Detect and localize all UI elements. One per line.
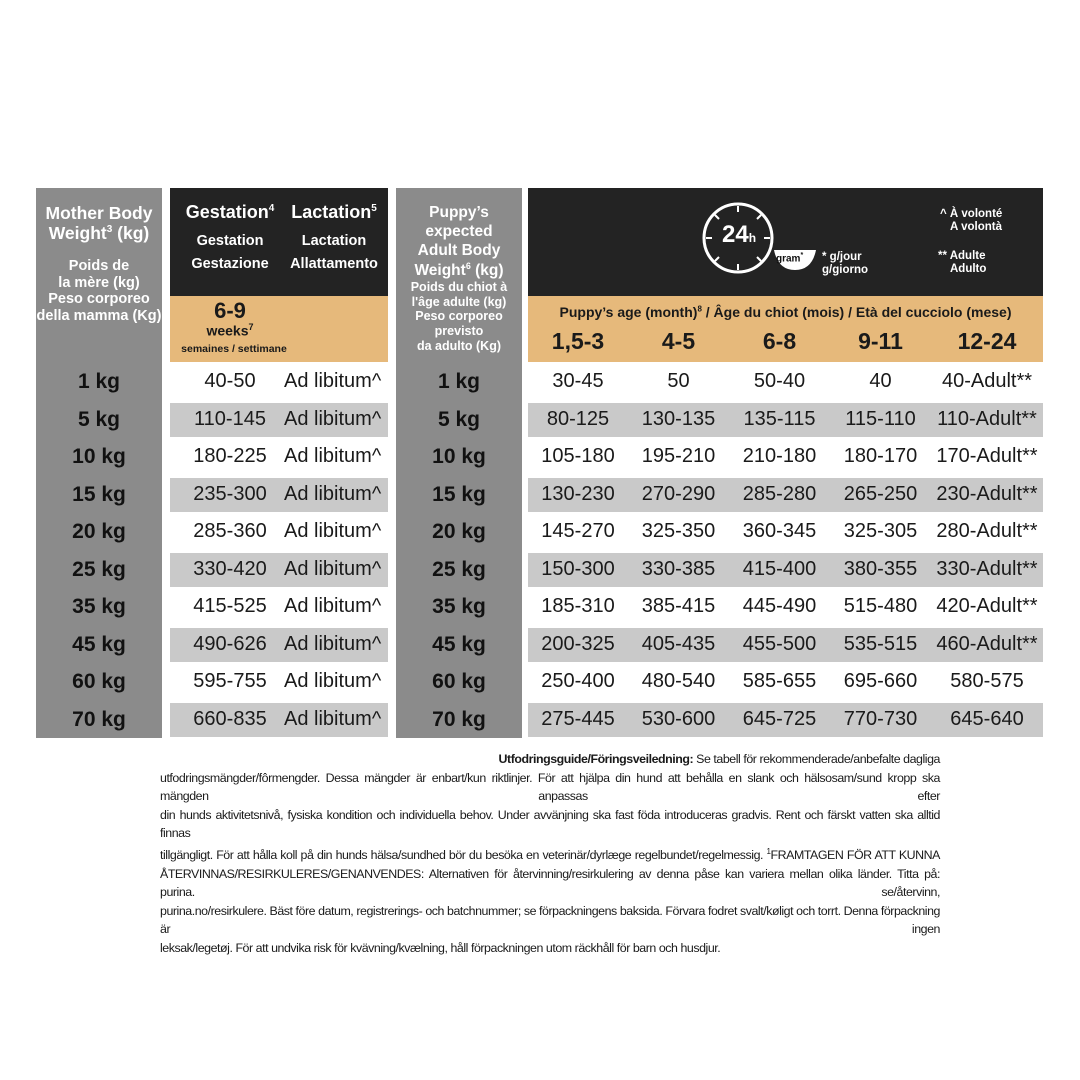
clock-unit: h [748,231,757,245]
age-amount-cell: 405-435 [641,632,716,655]
age-amount-cell: 645-640 [950,707,1024,730]
age-amount-cell: 135-115 [743,407,816,430]
mother-header-fr2: la mère (kg) [58,274,140,291]
footer-text [160,750,940,958]
gestation-cell: 415-525 [193,595,267,617]
age-caption-fr-it: / Âge du chiot (mois) / Età del cucciolo (mese) [701,304,1012,320]
age-amount-cell: 230-Adult** [936,482,1038,505]
weeks-range: 6-9 [214,298,246,323]
footer-line-2: utfodringsmängder/fôrmengder. Dessa mängder är enbart/kun riktlinjer. För att hjälpa din hund att behålla en slank och hälsosam/sund kropp ska mängden anpassas efter [160,770,940,804]
gestation-cell: 40-50 [204,370,256,392]
mother-header-en-line2 [36,224,162,244]
lactation-cell: Ad libitum^ [284,370,382,392]
age-amount-cell: 420-Adult** [936,595,1038,617]
puppy-header-en [396,204,522,281]
puppy-weight-cell: 25 kg [432,557,486,581]
puppy-header-en3-line [396,261,522,281]
age-amount-cell: 645-725 [742,707,817,730]
age-group-1: 1,5-3 [551,328,605,354]
gestation-cell: 285-360 [193,520,267,542]
footer-line-1 [160,750,940,769]
gestation-cell: 330-420 [193,557,267,580]
mother-header-en2: Weight [48,222,107,243]
gestation-cell: 595-755 [193,670,267,692]
mother-header-it2: della mamma (Kg) [36,308,162,325]
footer-line-4 [160,843,940,865]
age-band [528,296,1043,362]
age-amount-cell: 585-655 [742,670,817,692]
age-amount-cell: 80-125 [546,407,610,430]
footer-line-3: din hunds aktivitetsnivå, fysiska kondition och individuella behov. Under avvänjning ska fast föda introduceras gradvis. Rent och färskt vatten ska alltid finnas [160,807,940,841]
puppy-header-fr2: l'âge adulte (kg) [411,294,507,309]
mother-weight-cell: 15 kg [72,482,126,506]
age-amount-cell: 185-310 [541,595,615,617]
age-amount-cell: 385-415 [641,595,716,617]
footer-line-5: ÅTERVINNAS/RESIRKULERES/GENANVENDES: Alternativen för återvinning/resirkulering av denna påse kan variera mellan olika länder. Titta på: purina. se/återvinn, [160,866,940,900]
lactation-cell: Ad libitum^ [284,482,382,505]
age-group-5: 12-24 [957,328,1017,354]
puppy-header-sup: 6 [465,260,471,271]
weeks-band [170,296,388,362]
mother-header-en [36,204,162,243]
age-amount-cell: 455-500 [742,632,817,655]
age-amount-cell: 480-540 [641,670,716,692]
gestation-en: Gestation [185,202,269,222]
age-amount-cell: 40-Adult** [941,370,1033,392]
age-group-2: 4-5 [661,328,696,354]
age-amount-cell: 445-490 [742,595,817,617]
puppy-weight-cell: 35 kg [432,595,486,618]
gestation-it: Gestazione [191,256,269,273]
mother-weight-cell: 70 kg [72,707,126,731]
puppy-header-it2: da adulto (Kg) [416,338,501,353]
lactation-fr: Lactation [301,233,367,249]
gram-note [822,251,868,277]
puppy-header-en1: Puppy’s expected [425,204,493,240]
puppy-weight-cell: 45 kg [432,632,486,656]
weeks-fr-it: semaines / settimane [181,343,287,355]
age-amount-cell: 105-180 [541,445,615,467]
puppy-weight-cell: 70 kg [432,707,486,731]
lactation-cell: Ad libitum^ [284,407,382,430]
lactation-cell: Ad libitum^ [284,632,382,655]
gestation-translations [174,230,286,276]
lactation-en: Lactation [291,202,372,222]
puppy-weight-cell: 20 kg [432,520,486,543]
age-amount-cell: 170-Adult** [936,445,1038,467]
puppy-header-fr: Poids du chiot à [410,280,508,294]
age-amount-cell: 210-180 [742,445,817,467]
adulte-fr: ** Adulte [938,250,986,262]
gestation-sup: 4 [268,203,275,214]
age-amount-cell: 115-110 [845,407,916,430]
gestation-fr: Gestation [196,233,264,249]
lactation-cell: Ad libitum^ [284,707,382,730]
mother-weight-cell: 25 kg [72,557,126,581]
mother-weight-cell: 5 kg [77,407,121,431]
lactation-cell: Ad libitum^ [284,520,382,542]
age-amount-cell: 180-170 [843,445,918,467]
gram-word: gram [776,253,801,265]
age-amount-cell: 130-135 [641,407,716,430]
age-amount-cell: 200-325 [541,632,615,655]
age-amount-cell: 380-355 [843,557,918,580]
age-amount-cell: 50 [667,370,690,392]
age-amount-cell: 275-445 [541,707,615,730]
age-amount-cell: 330-Adult** [936,557,1038,580]
age-amount-cell: 460-Adult** [936,632,1038,655]
lactation-cell: Ad libitum^ [284,670,382,692]
lactation-it: Allattamento [290,256,378,273]
mother-weight-cell: 1 kg [77,370,121,393]
mother-header-it: Peso corporeo [48,291,150,308]
puppy-header-en2: Adult Body [417,241,501,259]
age-amount-cell: 360-345 [742,520,817,542]
mother-weight-cell: 60 kg [72,670,126,693]
gestation-cell: 660-835 [193,707,267,730]
mother-header-fr: Poids de [68,258,130,274]
mother-header-en-line1: Mother Body [45,203,153,223]
age-group-4: 9-11 [858,328,903,354]
volonte-note [940,208,1002,234]
mother-header-fr-it [36,258,162,325]
lactation-title [282,202,386,223]
volonte-fr: ^ À volonté [940,208,1003,220]
age-amount-cell: 325-305 [843,520,918,542]
age-header [528,188,1043,296]
weeks-label [170,322,290,339]
gram-label [776,252,803,264]
age-amount-cell: 270-290 [641,482,716,505]
mother-weight-cell: 10 kg [72,445,126,468]
puppy-header-it: Peso corporeo previsto [415,309,503,338]
age-amount-cell: 580-575 [950,670,1024,692]
footer-line-6: purina.no/resirkulere. Bäst före datum, registrerings- och batchnummer; se förpackningens baksida. Förvara fodret svalt/køligt och torrt. Denna förpackning är ingen [160,903,940,937]
age-amount-cell: 150-300 [541,557,615,580]
lactation-cell: Ad libitum^ [284,445,382,467]
gestation-title [174,202,286,223]
clock-number: 24 [722,221,749,248]
age-amount-cell: 30-45 [552,370,604,392]
gestation-cell: 490-626 [193,632,267,655]
age-amount-cell: 325-350 [641,520,716,542]
puppy-header-en3: Weight [414,261,466,279]
lactation-translations [282,230,386,276]
footer-line-4-end: FRAMTAGEN FÖR ATT KUNNA [770,848,940,863]
clock-label [722,221,756,249]
puppy-header-fr-it [396,280,522,353]
age-group-3: 6-8 [762,328,797,354]
gestation-cell: 110-145 [194,407,266,430]
puppy-weight-cell: 15 kg [432,482,486,506]
age-amount-cell: 535-515 [843,632,918,655]
mother-weight-cell: 45 kg [72,632,126,656]
age-amount-cell: 515-480 [843,595,918,617]
footer-lead-rest: Se tabell för rekommenderade/anbefalte dagliga [693,752,940,766]
lactation-cell: Ad libitum^ [284,557,382,580]
gram-note-it: g/giorno [822,264,868,277]
age-amount-cell: 530-600 [641,707,716,730]
age-amount-cell: 415-400 [742,557,817,580]
adulto-it: Adulto [950,263,987,276]
age-amount-cell: 695-660 [843,670,918,692]
gestation-cell: 180-225 [193,445,267,467]
mother-header-unit: (kg) [112,222,150,243]
age-amount-cell: 280-Adult** [936,520,1038,542]
adulte-note [938,250,986,276]
age-amount-cell: 770-730 [843,707,918,730]
puppy-header-unit: (kg) [470,261,504,279]
age-amount-cell: 265-250 [843,482,918,505]
gram-sup: * [800,252,804,259]
age-amount-cell: 250-400 [541,670,615,692]
puppy-weight-cell: 1 kg [437,370,481,393]
puppy-weight-cell: 10 kg [432,445,486,468]
footer-line-4-sup: 1 [766,846,771,856]
age-caption [528,304,1043,320]
mother-weight-cell: 35 kg [72,595,126,618]
age-caption-sup: 8 [697,304,702,314]
mother-weight-cell: 20 kg [72,520,126,543]
age-amount-cell: 40 [869,370,892,392]
age-amount-cell: 130-230 [541,482,615,505]
gestation-lactation-header [170,188,388,296]
age-amount-cell: 145-270 [541,520,615,542]
mother-header-sup: 3 [106,223,113,235]
weeks-word: weeks [206,322,249,339]
footer-lead-bold: Utfodringsguide/Föringsveiledning: [498,752,694,766]
gestation-cell: 235-300 [193,482,267,505]
puppy-weight-cell: 5 kg [437,407,481,431]
weeks-sup: 7 [248,322,254,332]
age-amount-cell: 50-40 [753,370,806,392]
puppy-weight-cell: 60 kg [432,670,486,693]
age-caption-en: Puppy’s age (month) [559,304,698,320]
age-amount-cell: 330-385 [641,557,716,580]
footer-line-4-text: tillgängligt. För att hålla koll på din hunds hälsa/sundhed bör du besöka en veterinär/dyrlæge regelbundet/regelmessig. [160,848,767,863]
lactation-sup: 5 [371,203,377,214]
gram-note-fr: * g/jour [822,251,862,263]
lactation-cell: Ad libitum^ [284,595,382,617]
age-amount-cell: 285-280 [742,482,817,505]
volonta-it: A volontà [950,221,1002,234]
age-amount-cell: 110-Adult** [937,407,1037,430]
age-amount-cell: 195-210 [641,445,716,467]
footer-line-7: leksak/legetøj. För att undvika risk för kvävning/kvælning, håll förpackningen utom räckhåll för barn och husdjur. [160,941,721,956]
